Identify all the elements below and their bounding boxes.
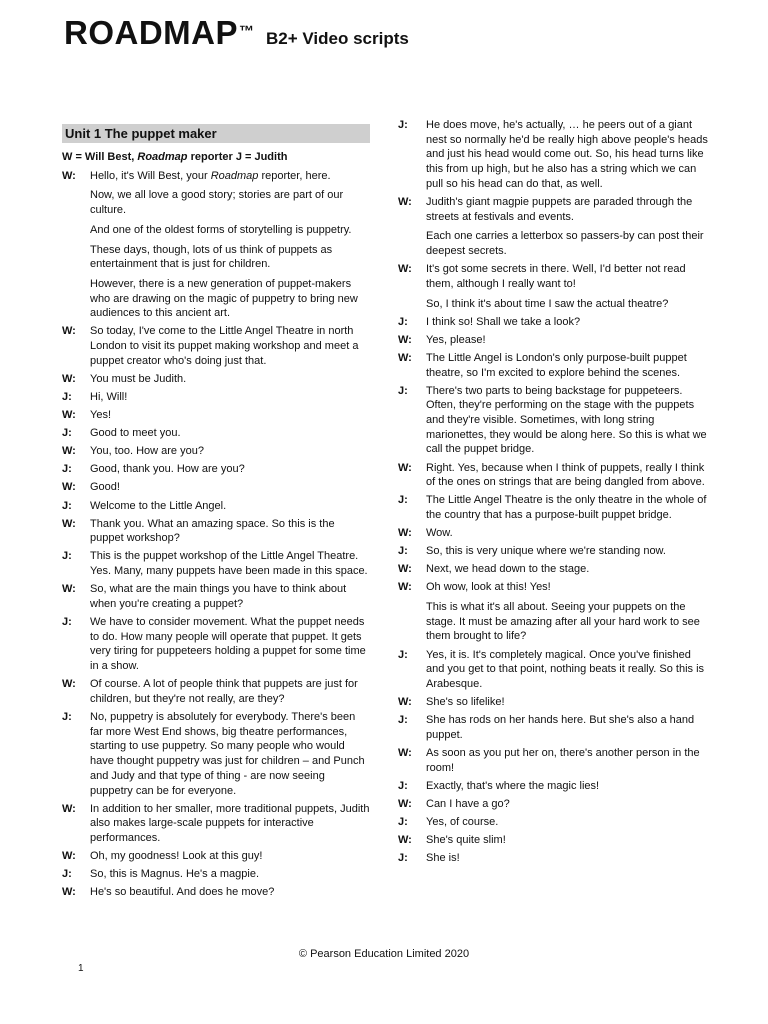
dialogue-entry — [62, 710, 370, 798]
dialogue-paragraph: Exactly, that's where the magic lies! — [426, 779, 600, 792]
dialogue-text — [426, 833, 710, 848]
dialogue-text — [426, 695, 710, 710]
dialogue-entry — [398, 118, 710, 192]
dialogue-paragraph: These days, though, lots of us think of puppets as entertainment that is just for children. — [90, 243, 333, 271]
dialogue-paragraph: You, too. How are you? — [90, 445, 204, 458]
dialogue-text — [90, 517, 370, 546]
speaker-label: W: — [62, 481, 76, 494]
speaker-label: W: — [62, 678, 76, 691]
dialogue-paragraph: He does move, he's actually, … he peers out of a giant nest so normally he'd be really high above people's heads and just his head would come out. So, his head turns like this from up high, but he also has a string which we can pull so his head can do that, as well. — [426, 119, 708, 190]
speaker-label: J: — [62, 499, 72, 512]
speaker-label: W: — [62, 169, 76, 182]
dialogue-entry — [62, 677, 370, 706]
speaker-label: J: — [62, 463, 72, 476]
speaker-label: J: — [398, 545, 408, 558]
dialogue-paragraph: Oh wow, look at this! Yes! — [426, 581, 551, 594]
dialogue-text — [90, 324, 370, 368]
dialogue-text — [426, 851, 710, 866]
dialogue-paragraph: Good! — [90, 481, 120, 494]
dialogue-entry — [398, 797, 710, 812]
speaker-label: W: — [398, 351, 412, 364]
speaker-key: W = Will Best, Roadmap reporter J = Judith — [62, 151, 288, 163]
dialogue-paragraph: Judith's giant magpie puppets are paraded through the streets at festivals and events. — [426, 195, 693, 223]
dialogue-text — [90, 169, 370, 321]
dialogue-entry — [398, 648, 710, 692]
speaker-label: W: — [398, 834, 412, 847]
dialogue-entry — [62, 480, 370, 495]
dialogue-paragraph: Can I have a go? — [426, 797, 510, 810]
dialogue-paragraph: Good, thank you. How are you? — [90, 463, 245, 476]
speaker-label: J: — [62, 711, 72, 724]
dialogue-text — [90, 372, 370, 387]
dialogue-paragraph: So today, I've come to the Little Angel Theatre in north London to visit its puppet making workshop and meet a puppet creator who's doing just that. — [90, 325, 359, 367]
right-transcript — [398, 118, 710, 866]
speaker-label: J: — [62, 550, 72, 563]
dialogue-text — [90, 390, 370, 405]
dialogue-paragraph: In addition to her smaller, more traditional puppets, Judith also makes large-scale puppets for interactive performances. — [90, 802, 370, 845]
dialogue-paragraph: And one of the oldest forms of storytelling is puppetry. — [90, 223, 352, 236]
speaker-label: W: — [398, 797, 412, 810]
dialogue-paragraph: Yes, please! — [426, 333, 486, 346]
dialogue-paragraph: You must be Judith. — [90, 372, 187, 385]
dialogue-paragraph: I think so! Shall we take a look? — [426, 315, 581, 328]
dialogue-entry — [62, 324, 370, 368]
dialogue-paragraph: He's so beautiful. And does he move? — [90, 886, 275, 899]
dialogue-paragraph: Yes! — [90, 409, 112, 422]
dialogue-entry — [398, 493, 710, 522]
dialogue-text — [426, 562, 710, 577]
dialogue-paragraph: So, what are the main things you have to think about when you're creating a puppet? — [90, 583, 347, 610]
speaker-label: W: — [398, 581, 412, 594]
dialogue-text — [426, 815, 710, 830]
dialogue-entry — [62, 849, 370, 864]
dialogue-text — [90, 677, 370, 706]
dialogue-paragraph: Good to meet you. — [90, 427, 181, 440]
dialogue-text — [90, 615, 370, 674]
dialogue-paragraph: Hi, Will! — [90, 391, 128, 404]
dialogue-entry — [398, 351, 710, 380]
dialogue-text — [426, 713, 710, 742]
dialogue-text — [426, 384, 710, 458]
dialogue-text — [426, 461, 710, 490]
copyright-footer: © Pearson Education Limited 2020 — [298, 948, 470, 960]
dialogue-paragraph: No, puppetry is absolutely for everybody. There's been far more West End shows, big theatre performances, starting to use puppetry. So many people who would have thought puppetry was just for children – and Punch and Judy and that type of thing - are now seeing puppetry can be for everyone. — [90, 711, 365, 797]
speaker-label: W: — [62, 886, 76, 899]
dialogue-paragraph: She's quite slim! — [426, 834, 506, 847]
dialogue-paragraph: Hello, it's Will Best, your Roadmap reporter, here. — [90, 169, 331, 182]
speaker-label: W: — [62, 325, 76, 338]
speaker-label: J: — [398, 714, 408, 727]
dialogue-entry — [62, 408, 370, 423]
dialogue-text — [90, 408, 370, 423]
dialogue-paragraph: Thank you. What an amazing space. So this is the puppet workshop? — [90, 517, 335, 545]
dialogue-text — [426, 580, 710, 644]
dialogue-text — [90, 462, 370, 477]
dialogue-entry — [398, 779, 710, 794]
dialogue-paragraph: This is what it's all about. Seeing your puppets on the stage. It must be amazing after all your hard work to see them brought to life? — [426, 601, 700, 643]
speaker-label: W: — [398, 696, 412, 709]
dialogue-paragraph: Right. Yes, because when I think of puppets, really I think of the ones on strings that are being dangled from above. — [426, 461, 705, 489]
dialogue-text — [426, 544, 710, 559]
speaker-label: J: — [62, 427, 72, 440]
dialogue-text — [426, 797, 710, 812]
dialogue-paragraph: This is the puppet workshop of the Little Angel Theatre. Yes. Many, many puppets have been made in this space. — [90, 550, 368, 578]
speaker-label: J: — [398, 852, 408, 865]
dialogue-paragraph: She's so lifelike! — [426, 696, 505, 709]
dialogue-paragraph: Of course. A lot of people think that puppets are just for children, but they're not really, are they? — [90, 678, 358, 705]
dialogue-text — [426, 333, 710, 348]
dialogue-text — [90, 499, 370, 514]
dialogue-entry — [398, 815, 710, 830]
speaker-label: W: — [62, 372, 76, 385]
dialogue-text — [426, 195, 710, 259]
speaker-label: J: — [398, 494, 408, 507]
speaker-label: W: — [398, 333, 412, 346]
dialogue-text — [426, 118, 710, 192]
dialogue-text — [426, 315, 710, 330]
dialogue-entry — [62, 444, 370, 459]
dialogue-entry — [62, 372, 370, 387]
dialogue-entry — [398, 833, 710, 848]
brand-title: ROADMAP — [64, 14, 238, 51]
dialogue-paragraph: So, this is Magnus. He's a magpie. — [90, 868, 260, 881]
speaker-label: W: — [62, 583, 76, 596]
section-title: Unit 1 The puppet maker — [62, 124, 370, 143]
dialogue-entry — [398, 851, 710, 866]
dialogue-paragraph: The Little Angel Theatre is the only theatre in the whole of the country that has a purpose-built puppet bridge. — [426, 494, 707, 521]
dialogue-entry — [398, 262, 710, 311]
dialogue-text — [426, 262, 710, 311]
dialogue-paragraph: Welcome to the Little Angel. — [90, 499, 227, 512]
dialogue-paragraph: Yes, of course. — [426, 815, 499, 828]
roadmap-italic: Roadmap — [137, 151, 188, 163]
dialogue-text — [90, 710, 370, 798]
document-subtitle: B2+ Video scripts — [266, 29, 409, 48]
dialogue-text — [426, 351, 710, 380]
speaker-label: J: — [398, 384, 408, 397]
speaker-label: W: — [398, 263, 412, 276]
speaker-label: W: — [62, 409, 76, 422]
dialogue-paragraph: There's two parts to being backstage for puppeteers. Often, they're performing on the stage with the puppets and they're visible. Sometimes, with long string marionettes, they would be along here. So this is what we call the puppet bridge. — [426, 384, 707, 456]
dialogue-text — [426, 779, 710, 794]
speaker-label: J: — [398, 315, 408, 328]
dialogue-entry — [62, 462, 370, 477]
dialogue-entry — [62, 390, 370, 405]
dialogue-paragraph: Wow. — [426, 527, 453, 540]
speaker-label: J: — [398, 815, 408, 828]
dialogue-text — [426, 746, 710, 775]
dialogue-paragraph: She is! — [426, 852, 460, 865]
speaker-label: J: — [62, 391, 72, 404]
speaker-label: W: — [398, 461, 412, 474]
dialogue-entry — [398, 746, 710, 775]
speaker-label: W: — [62, 445, 76, 458]
dialogue-text — [90, 802, 370, 846]
dialogue-entry — [398, 526, 710, 541]
speaker-label: W: — [62, 517, 76, 530]
dialogue-entry — [398, 384, 710, 458]
dialogue-entry — [62, 885, 370, 900]
page-number: 1 — [78, 963, 84, 974]
dialogue-text — [90, 444, 370, 459]
dialogue-entry — [398, 580, 710, 644]
dialogue-paragraph: So, this is very unique where we're standing now. — [426, 545, 666, 558]
dialogue-text — [90, 582, 370, 611]
dialogue-entry — [62, 499, 370, 514]
dialogue-paragraph: Oh, my goodness! Look at this guy! — [90, 850, 263, 863]
document-header — [64, 14, 409, 52]
speaker-label: J: — [62, 868, 72, 881]
left-column — [62, 118, 370, 903]
dialogue-entry — [398, 333, 710, 348]
dialogue-entry — [62, 867, 370, 882]
speaker-label: W: — [398, 563, 412, 576]
speaker-label: J: — [398, 779, 408, 792]
right-column — [398, 118, 710, 869]
speaker-label: W: — [398, 746, 412, 759]
dialogue-paragraph: Each one carries a letterbox so passers-by can post their deepest secrets. — [426, 230, 704, 258]
trademark-symbol: ™ — [239, 23, 254, 40]
dialogue-entry — [62, 615, 370, 674]
speaker-label: W: — [398, 527, 412, 540]
dialogue-entry — [62, 426, 370, 441]
dialogue-paragraph: The Little Angel is London's only purpose-built puppet theatre, so I'm excited to explore behind the scenes. — [426, 351, 687, 379]
dialogue-paragraph: However, there is a new generation of puppet-makers who are drawing on the magic of puppetry to bring new audiences to this ancient art. — [90, 277, 358, 320]
dialogue-entry — [398, 195, 710, 259]
dialogue-entry — [62, 169, 370, 321]
dialogue-text — [426, 648, 710, 692]
speaker-label: W: — [62, 850, 76, 863]
dialogue-text — [90, 480, 370, 495]
speaker-label: J: — [62, 616, 72, 629]
dialogue-entry — [62, 802, 370, 846]
dialogue-text — [426, 526, 710, 541]
dialogue-paragraph: She has rods on her hands here. But she's also a hand puppet. — [426, 714, 695, 741]
dialogue-entry — [62, 517, 370, 546]
speaker-label: W: — [62, 802, 76, 815]
dialogue-entry — [398, 461, 710, 490]
dialogue-entry — [62, 549, 370, 578]
dialogue-entry — [398, 544, 710, 559]
dialogue-text — [90, 867, 370, 882]
dialogue-paragraph: Now, we all love a good story; stories are part of our culture. — [90, 189, 344, 217]
dialogue-text — [90, 426, 370, 441]
dialogue-text — [90, 549, 370, 578]
speaker-label: J: — [398, 648, 408, 661]
dialogue-entry — [398, 713, 710, 742]
dialogue-text — [90, 849, 370, 864]
dialogue-entry — [398, 315, 710, 330]
speaker-label: J: — [398, 119, 408, 131]
dialogue-entry — [398, 695, 710, 710]
left-transcript — [62, 169, 370, 900]
dialogue-entry — [62, 582, 370, 611]
dialogue-paragraph: As soon as you put her on, there's another person in the room! — [426, 746, 700, 774]
dialogue-paragraph: Next, we head down to the stage. — [426, 563, 590, 576]
dialogue-paragraph: Yes, it is. It's completely magical. Once you've finished and you get to that point, nothing beats it really. So this is Arabesque. — [426, 648, 705, 690]
dialogue-paragraph: It's got some secrets in there. Well, I'd better not read them, although I really want to! — [426, 263, 686, 290]
dialogue-entry — [398, 562, 710, 577]
dialogue-text — [426, 493, 710, 522]
dialogue-text — [90, 885, 370, 900]
dialogue-paragraph: We have to consider movement. What the puppet needs to do. How many people will operate that puppet. It gets very tiring for puppeteers holding a puppet for some time in a show. — [90, 616, 366, 673]
dialogue-paragraph: So, I think it's about time I saw the actual theatre? — [426, 297, 669, 310]
speaker-label: W: — [398, 195, 412, 208]
